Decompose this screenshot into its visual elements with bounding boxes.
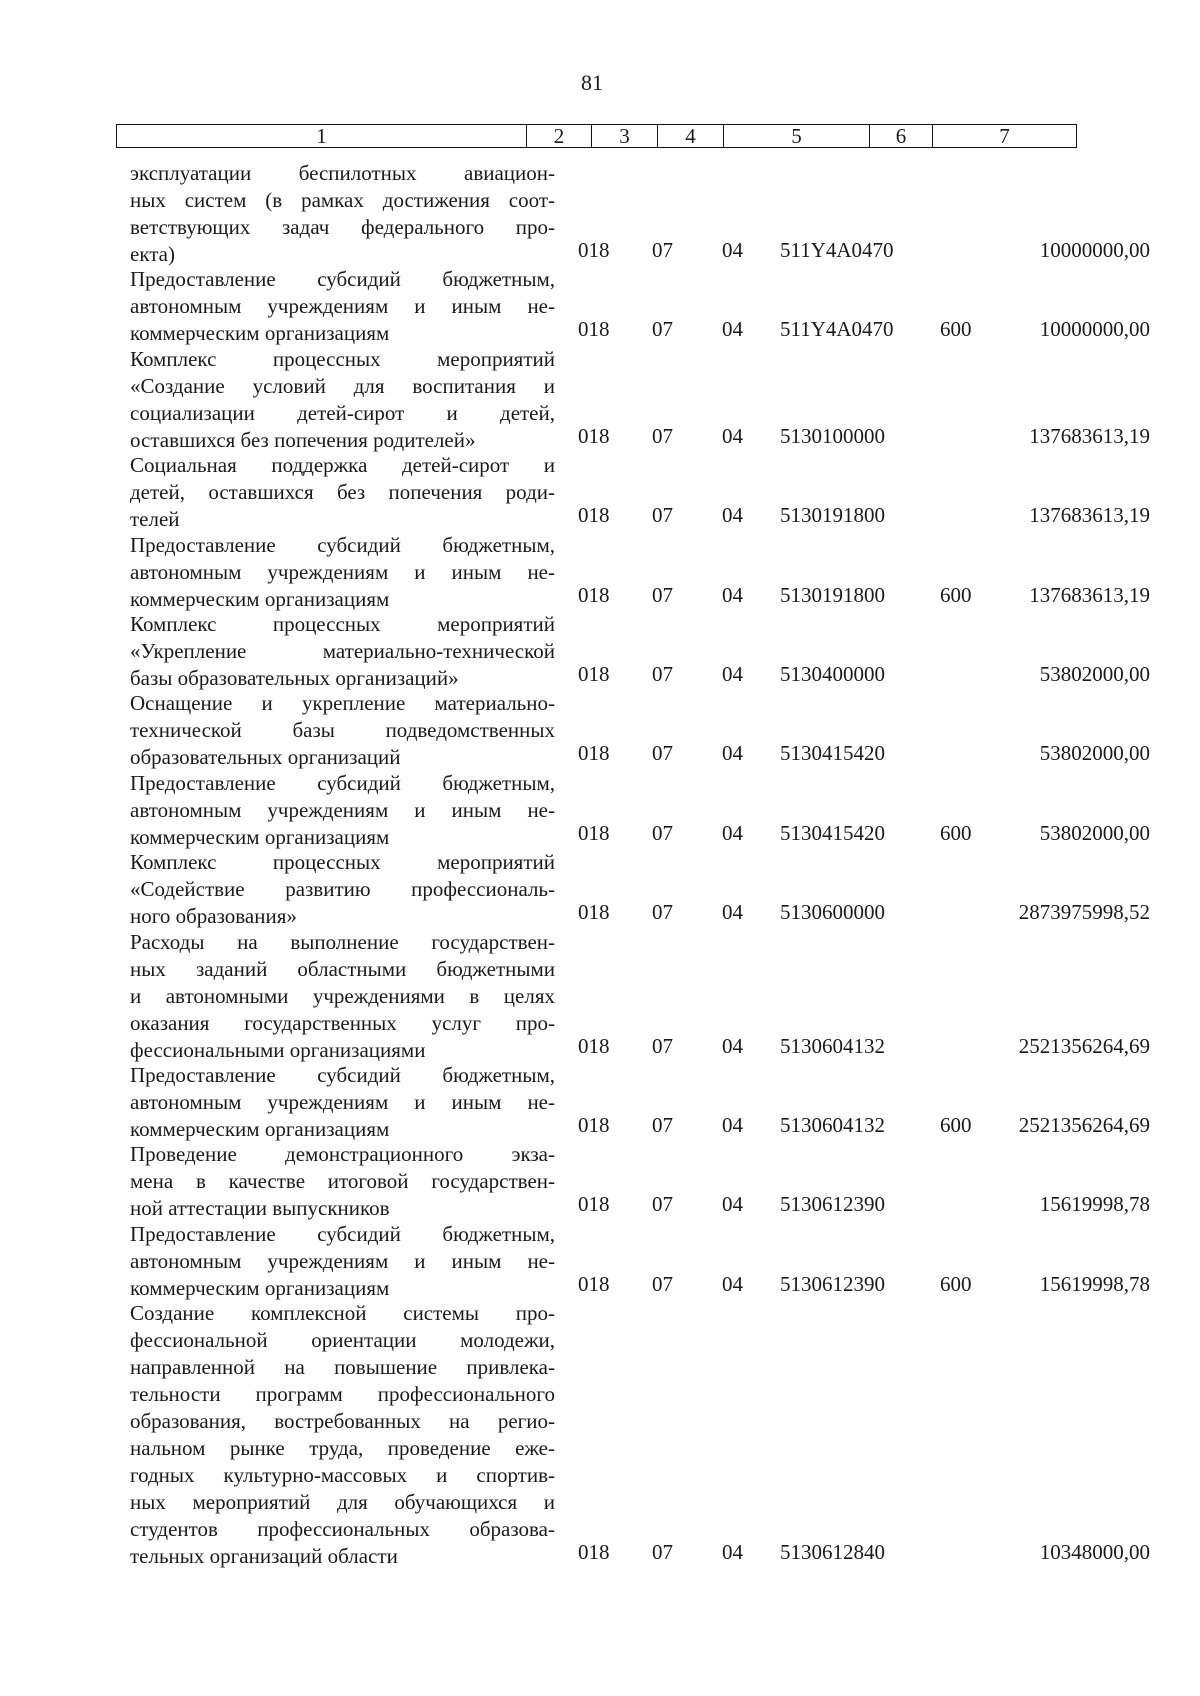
table-row (0, 266, 1200, 345)
column-header-2: 2 (527, 125, 592, 148)
target-article-code: 5130400000 (780, 661, 885, 686)
amount: 10000000,00 (1039, 238, 1150, 262)
row-description (130, 690, 555, 771)
description-line: студентов профессиональных образова- (130, 1517, 555, 1542)
section-code: 018 (578, 1192, 610, 1217)
chapter-code: 07 (652, 900, 673, 925)
amount: 53802000,00 (1039, 820, 1150, 845)
description-line: «Укрепление материально-технической (130, 638, 555, 663)
section-code: 018 (578, 1112, 610, 1137)
chapter-code: 07 (652, 1192, 673, 1217)
row-description (130, 770, 555, 851)
column-header-5: 5 (724, 125, 870, 148)
target-article-code: 5130604132 (780, 1112, 885, 1137)
section-code: 018 (578, 423, 610, 448)
chapter-code: 07 (652, 317, 673, 342)
target-article-code: 5130612390 (780, 1271, 885, 1296)
description-line: Предоставление субсидий бюджетным, (130, 267, 555, 292)
subchapter-code: 04 (722, 820, 743, 845)
section-code: 018 (578, 820, 610, 845)
description-line: Комплекс процессных мероприятий (130, 850, 555, 875)
chapter-code: 07 (652, 1112, 673, 1137)
table-row (0, 611, 1200, 690)
amount: 137683613,19 (1029, 503, 1150, 528)
subchapter-code: 04 (722, 317, 743, 342)
description-line: автономным учреждениям и иным не- (130, 559, 555, 584)
subchapter-code: 04 (722, 582, 743, 607)
chapter-code: 07 (652, 1033, 673, 1058)
subchapter-code: 04 (722, 1112, 743, 1137)
subchapter-code: 04 (722, 741, 743, 766)
row-description (130, 266, 555, 347)
description-line: Проведение демонстрационного экза- (130, 1142, 555, 1167)
description-line: автономным учреждениям и иным не- (130, 294, 555, 319)
subchapter-code: 04 (722, 1033, 743, 1058)
description-line: социализации детей-сирот и детей, (130, 400, 555, 425)
expense-type-code: 600 (940, 1112, 972, 1137)
description-line: фессиональными организациями (130, 1037, 426, 1062)
description-line: ного образования» (130, 904, 297, 929)
description-line: екта) (130, 242, 175, 266)
description-line: оставшихся без попечения родителей» (130, 427, 476, 452)
amount: 137683613,19 (1029, 423, 1150, 448)
target-article-code: 5130612840 (780, 1540, 885, 1565)
description-line: образования, востребованных на регио- (130, 1409, 555, 1434)
description-line: эксплуатации беспилотных авиацион- (130, 161, 555, 185)
chapter-code: 07 (652, 1271, 673, 1296)
description-line: ных мероприятий для обучающихся и (130, 1490, 555, 1515)
description-line: коммерческим организациям (130, 1116, 390, 1141)
row-description (130, 1062, 555, 1143)
description-line: Предоставление субсидий бюджетным, (130, 1221, 555, 1246)
chapter-code: 07 (652, 423, 673, 448)
description-line: фессиональной ориентации молодежи, (130, 1328, 555, 1353)
description-line: ной аттестации выпускников (130, 1196, 390, 1221)
description-line: коммерческим организациям (130, 1275, 390, 1300)
expense-type-code: 600 (940, 317, 972, 342)
column-header-6: 6 (870, 125, 933, 148)
column-header-4: 4 (658, 125, 724, 148)
amount: 53802000,00 (1039, 741, 1150, 766)
row-description (130, 929, 555, 1064)
section-code: 018 (578, 238, 610, 262)
description-line: тельных организаций области (130, 1544, 398, 1569)
description-line: Комплекс процессных мероприятий (130, 611, 555, 636)
amount: 10348000,00 (1039, 1540, 1150, 1565)
expense-type-code: 600 (940, 582, 972, 607)
target-article-code: 5130612390 (780, 1192, 885, 1217)
description-line: ных заданий областными бюджетными (130, 956, 555, 981)
description-line: автономным учреждениям и иным не- (130, 1089, 555, 1114)
column-header-7: 7 (933, 125, 1077, 148)
description-line: коммерческим организациям (130, 586, 390, 611)
description-line: автономным учреждениям и иным не- (130, 1248, 555, 1273)
description-line: технической базы подведомственных (130, 718, 555, 743)
target-article-code: 5130600000 (780, 900, 885, 925)
description-line: Предоставление субсидий бюджетным, (130, 1062, 555, 1087)
column-header-1: 1 (117, 125, 527, 148)
row-description (130, 1141, 555, 1222)
chapter-code: 07 (652, 1540, 673, 1565)
table-row (0, 346, 1200, 452)
description-line: Предоставление субсидий бюджетным, (130, 532, 555, 557)
column-header-table (116, 124, 1077, 148)
description-line: направленной на повышение привлека- (130, 1355, 555, 1380)
target-article-code: 511Y4A0470 (780, 317, 894, 342)
target-article-code: 5130100000 (780, 423, 885, 448)
target-article-code: 5130604132 (780, 1033, 885, 1058)
table-row (0, 452, 1200, 531)
amount: 2521356264,69 (1018, 1033, 1150, 1058)
chapter-code: 07 (652, 503, 673, 528)
description-line: коммерческим организациям (130, 824, 390, 849)
table-row (0, 849, 1200, 928)
subchapter-code: 04 (722, 238, 743, 262)
subchapter-code: 04 (722, 900, 743, 925)
expense-type-code: 600 (940, 1271, 972, 1296)
table-row (0, 1300, 1200, 1568)
row-description (130, 1221, 555, 1302)
target-article-code: 5130191800 (780, 582, 885, 607)
target-article-code: 5130415420 (780, 820, 885, 845)
column-header-3: 3 (592, 125, 658, 148)
section-code: 018 (578, 503, 610, 528)
column-header-row (117, 125, 1077, 148)
chapter-code: 07 (652, 741, 673, 766)
section-code: 018 (578, 741, 610, 766)
amount: 10000000,00 (1039, 317, 1150, 342)
row-description (130, 532, 555, 613)
section-code: 018 (578, 900, 610, 925)
description-line: оказания государственных услуг про- (130, 1010, 555, 1035)
section-code: 018 (578, 1271, 610, 1296)
target-article-code: 5130191800 (780, 503, 885, 528)
subchapter-code: 04 (722, 423, 743, 448)
table-row (0, 1221, 1200, 1300)
table-row (0, 1141, 1200, 1220)
description-line: телей (130, 507, 180, 532)
description-line: образовательных организаций (130, 745, 401, 770)
amount: 2521356264,69 (1018, 1112, 1150, 1137)
subchapter-code: 04 (722, 1271, 743, 1296)
table-row (0, 770, 1200, 849)
description-line: Оснащение и укрепление материально- (130, 691, 555, 716)
subchapter-code: 04 (722, 1540, 743, 1565)
section-code: 018 (578, 1540, 610, 1565)
subchapter-code: 04 (722, 503, 743, 528)
row-description (130, 452, 555, 533)
chapter-code: 07 (652, 238, 673, 262)
description-line: Предоставление субсидий бюджетным, (130, 770, 555, 795)
row-description (130, 346, 555, 454)
amount: 137683613,19 (1029, 582, 1150, 607)
table-row (0, 1062, 1200, 1141)
description-line: Создание комплексной системы про- (130, 1301, 555, 1326)
description-line: годных культурно-массовых и спортив- (130, 1463, 555, 1488)
subchapter-code: 04 (722, 1192, 743, 1217)
table-row (0, 690, 1200, 769)
section-code: 018 (578, 661, 610, 686)
row-description (130, 611, 555, 692)
amount: 53802000,00 (1039, 661, 1150, 686)
description-line: автономным учреждениям и иным не- (130, 797, 555, 822)
table-row (0, 160, 1200, 266)
section-code: 018 (578, 582, 610, 607)
description-line: коммерческим организациям (130, 321, 390, 346)
description-line: ных систем (в рамках достижения соот- (130, 188, 555, 212)
description-line: базы образовательных организаций» (130, 665, 459, 690)
row-description (130, 1300, 555, 1570)
chapter-code: 07 (652, 820, 673, 845)
subchapter-code: 04 (722, 661, 743, 686)
description-line: Социальная поддержка детей-сирот и (130, 453, 555, 478)
description-line: и автономными учреждениями в целях (130, 983, 555, 1008)
page-number: 81 (581, 70, 603, 95)
description-line: мена в качестве итоговой государствен- (130, 1169, 555, 1194)
amount: 15619998,78 (1039, 1192, 1150, 1217)
target-article-code: 5130415420 (780, 741, 885, 766)
chapter-code: 07 (652, 661, 673, 686)
description-line: Комплекс процессных мероприятий (130, 346, 555, 371)
description-line: Расходы на выполнение государствен- (130, 929, 555, 954)
description-line: «Создание условий для воспитания и (130, 373, 555, 398)
table-row (0, 929, 1200, 1062)
section-code: 018 (578, 1033, 610, 1058)
budget-table-body (0, 160, 1200, 1568)
chapter-code: 07 (652, 582, 673, 607)
row-description (130, 849, 555, 930)
description-line: ветствующих задач федерального про- (130, 215, 555, 239)
description-line: «Содействие развитию профессиональ- (130, 877, 555, 902)
target-article-code: 511Y4A0470 (780, 238, 894, 262)
row-description (130, 160, 555, 268)
description-line: нальном рынке труда, проведение еже- (130, 1436, 555, 1461)
table-row (0, 532, 1200, 611)
amount: 15619998,78 (1039, 1271, 1150, 1296)
amount: 2873975998,52 (1018, 900, 1150, 925)
section-code: 018 (578, 317, 610, 342)
description-line: тельности программ профессионального (130, 1382, 555, 1407)
expense-type-code: 600 (940, 820, 972, 845)
description-line: детей, оставшихся без попечения роди- (130, 480, 555, 505)
